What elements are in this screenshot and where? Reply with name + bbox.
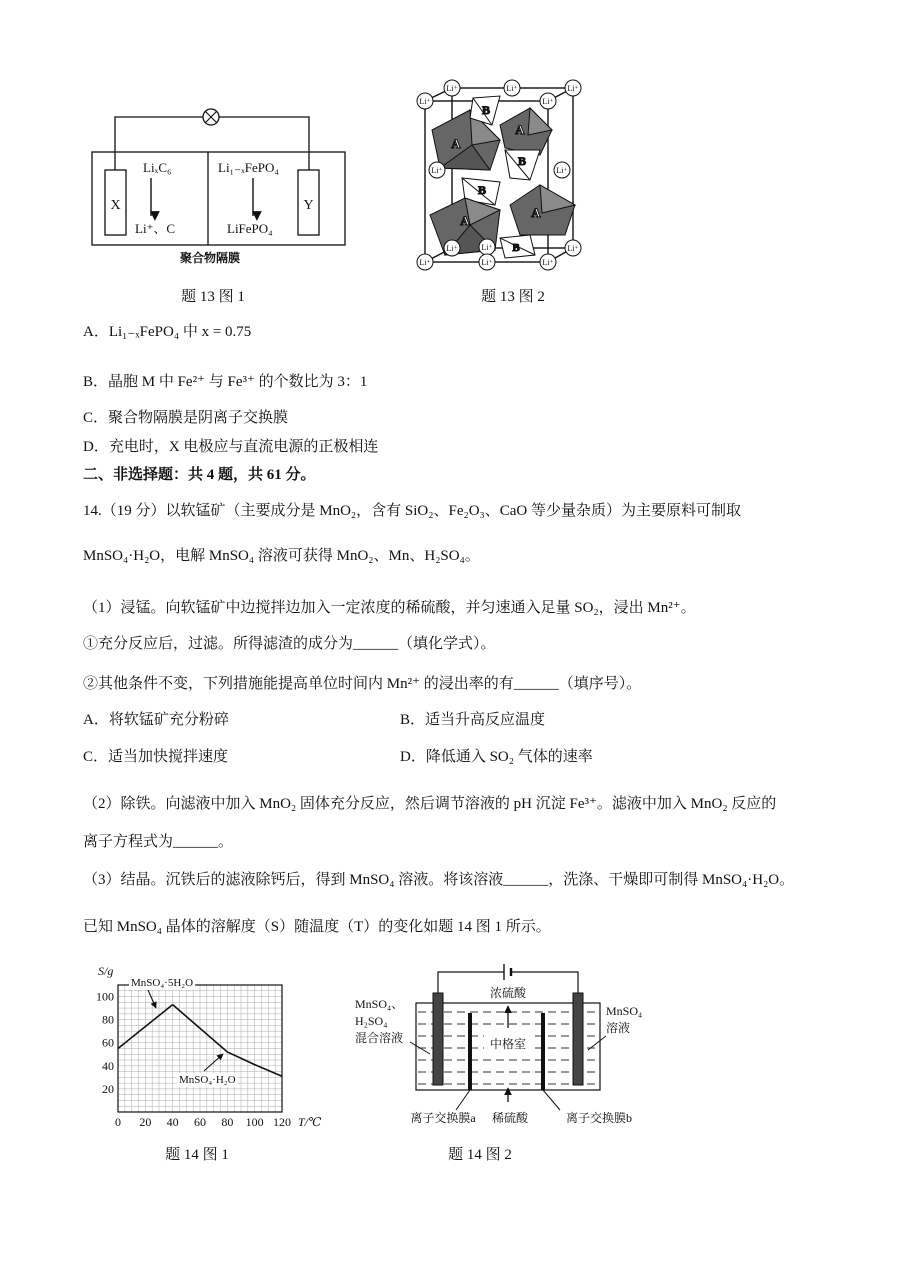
cathode-reactant-label: Li₁₋ₓFePO₄	[218, 160, 279, 175]
x-tick-label: 40	[166, 1115, 179, 1129]
q14-part-3: （3）结晶。沉铁后的滤液除钙后，得到 MnSO₄ 溶液。将该溶液______，洗涤、干燥即可制得 MnSO₄·H₂O。	[83, 872, 795, 888]
figure-13-2-caption: 题 13 图 2	[481, 289, 545, 305]
y-tick-label: 100	[96, 989, 114, 1004]
figure-14-1-caption: 题 14 图 1	[165, 1147, 229, 1163]
y-axis-label: S/g	[98, 964, 114, 978]
right-electrode	[573, 993, 583, 1085]
anode-reactant-label: LiₓC₆	[143, 160, 172, 175]
li-ion	[417, 254, 433, 270]
li-ion	[504, 80, 520, 96]
lamp-icon	[203, 109, 219, 125]
figure-13-2-unit-cell	[410, 75, 590, 275]
polyhedron-a-label: A	[515, 122, 525, 137]
left-solution-label-line-3: 混合溶液	[355, 1031, 404, 1045]
figure-13-1-caption: 题 13 图 1	[181, 289, 245, 305]
svg-text:Li⁺: Li⁺	[556, 166, 568, 175]
figure-14-2-electrolysis-cell	[350, 960, 650, 1135]
y-tick-label: 40	[102, 1058, 114, 1073]
polyhedron-a-label: A	[531, 205, 541, 220]
svg-text:Li⁺: Li⁺	[506, 84, 518, 93]
x-tick-label: 60	[194, 1115, 206, 1129]
polyhedron-a-label: A	[451, 136, 461, 151]
left-electrode	[433, 993, 443, 1085]
li-ion	[429, 162, 445, 178]
q13-option-b: B．晶胞 M 中 Fe²⁺ 与 Fe³⁺ 的个数比为 3：1	[83, 374, 368, 390]
q13-option-c: C．聚合物隔膜是阴离子交换膜	[83, 410, 289, 426]
q13-option-a: A．Li₁₋ₓFePO₄ 中 x = 0.75	[83, 324, 252, 340]
dilute-acid-label: 稀硫酸	[491, 1111, 529, 1125]
concentrated-acid-label: 浓硫酸	[489, 986, 527, 1000]
y-tick-label: 20	[102, 1081, 114, 1096]
electrode-y-label: Y	[303, 198, 314, 213]
li-ion	[444, 80, 460, 96]
svg-text:Li⁺: Li⁺	[542, 97, 554, 106]
section-heading: 二、非选择题：共 4 题，共 61 分。	[83, 467, 316, 483]
separator-label: 聚合物隔膜	[179, 251, 241, 265]
q14-part-1-question-1: ①充分反应后，过滤。所得滤渣的成分为______（填化学式）。	[83, 636, 496, 652]
x-tick-label: 100	[245, 1115, 264, 1129]
li-ion	[565, 240, 581, 256]
q14-stem-line-2: MnSO₄·H₂O，电解 MnSO₄ 溶液可获得 MnO₂、Mn、H₂SO₄。	[83, 548, 480, 564]
li-ion	[540, 254, 556, 270]
figure-14-1-solubility-chart	[90, 955, 340, 1135]
series-label: MnSO₄·H₂O	[179, 1074, 236, 1086]
li-ion	[565, 80, 581, 96]
q14-part-2-line-1: （2）除铁。向滤液中加入 MnO₂ 固体充分反应，然后调节溶液的 pH 沉淀 Fe³⁺。滤液中加入 MnO₂ 反应的	[83, 796, 777, 812]
series-label: MnSO₄·5H₂O	[131, 977, 194, 989]
polyhedron-b-center	[505, 150, 540, 180]
svg-text:Li⁺: Li⁺	[567, 244, 579, 253]
y-tick-label: 60	[102, 1035, 114, 1050]
svg-text:Li⁺: Li⁺	[446, 244, 458, 253]
polyhedron-b-label: B	[512, 242, 520, 254]
svg-text:Li⁺: Li⁺	[446, 84, 458, 93]
svg-text:Li⁺: Li⁺	[481, 243, 493, 252]
y-tick-label: 80	[102, 1012, 114, 1027]
membrane-a-label: 离子交换膜a	[410, 1111, 476, 1125]
left-solution-label-line-1: MnSO₄、	[355, 997, 404, 1011]
x-tick-label: 120	[273, 1115, 291, 1129]
polyhedron-b-label: B	[481, 103, 491, 117]
figure-13-1-battery-diagram	[85, 100, 355, 270]
li-ion	[479, 239, 495, 255]
polyhedron-a-label: A	[460, 213, 470, 228]
svg-text:Li⁺: Li⁺	[567, 84, 579, 93]
q14-part-1: （1）浸锰。向软锰矿中边搅拌边加入一定浓度的稀硫酸，并匀速通入足量 SO₂，浸出 Mn²⁺。	[83, 600, 696, 616]
li-ion	[554, 162, 570, 178]
x-tick-label: 20	[139, 1115, 152, 1129]
membrane-b-label: 离子交换膜b	[565, 1111, 633, 1125]
q14-part-3-note: 已知 MnSO₄ 晶体的溶解度（S）随温度（T）的变化如题 14 图 1 所示。	[83, 919, 551, 935]
q14-part-2-line-2: 离子方程式为______。	[83, 834, 234, 850]
svg-text:Li⁺: Li⁺	[542, 258, 554, 267]
svg-text:Li⁺: Li⁺	[481, 258, 493, 267]
q14-choice-a: A．将软锰矿充分粉碎	[83, 712, 229, 728]
polyhedron-a-top-right	[500, 108, 552, 155]
polyhedron-a-bottom-right	[510, 185, 575, 235]
anode-product-label: Li⁺、C	[135, 221, 176, 236]
membrane-b-leader	[543, 1090, 560, 1110]
right-solution-label-line-1: MnSO₄	[606, 1004, 643, 1018]
battery-icon	[504, 964, 511, 980]
q14-stem-line-1: 14.（19 分）以软锰矿（主要成分是 MnO₂，含有 SiO₂、Fe₂O₃、CaO 等少量杂质）为主要原料可制取	[83, 503, 742, 519]
q14-choice-d: D．降低通入 SO₂ 气体的速率	[400, 749, 593, 765]
q14-choice-b: B．适当升高反应温度	[400, 712, 546, 728]
middle-chamber-label: 中格室	[489, 1037, 527, 1051]
polyhedron-b-label: B	[517, 154, 527, 168]
polyhedron-b-bottom	[500, 235, 535, 258]
q14-choice-c: C．适当加快搅拌速度	[83, 749, 229, 765]
x-tick-label: 80	[221, 1115, 234, 1129]
right-solution-label-line-2: 溶液	[606, 1021, 631, 1035]
electrode-x-label: X	[110, 198, 121, 213]
q14-part-1-question-2: ②其他条件不变，下列措施能提高单位时间内 Mn²⁺ 的浸出率的有______（填序号）。	[83, 676, 642, 692]
li-ion	[479, 254, 495, 270]
figure-14-2-caption: 题 14 图 2	[448, 1147, 512, 1163]
li-ion	[417, 93, 433, 109]
x-tick-label: 0	[115, 1115, 121, 1129]
membrane-a-leader	[456, 1090, 470, 1110]
x-axis-label: T/℃	[298, 1115, 322, 1129]
chart-plot-area	[96, 976, 291, 1129]
svg-text:Li⁺: Li⁺	[419, 97, 431, 106]
polyhedron-b-label: B	[477, 183, 487, 197]
svg-text:Li⁺: Li⁺	[419, 258, 431, 267]
li-ion	[444, 240, 460, 256]
svg-text:Li⁺: Li⁺	[431, 166, 443, 175]
q13-option-d: D．充电时，X 电极应与直流电源的正极相连	[83, 439, 379, 455]
li-ion	[540, 93, 556, 109]
cathode-product-label: LiFePO₄	[227, 221, 273, 236]
left-solution-label-line-2: H₂SO₄	[355, 1014, 388, 1028]
